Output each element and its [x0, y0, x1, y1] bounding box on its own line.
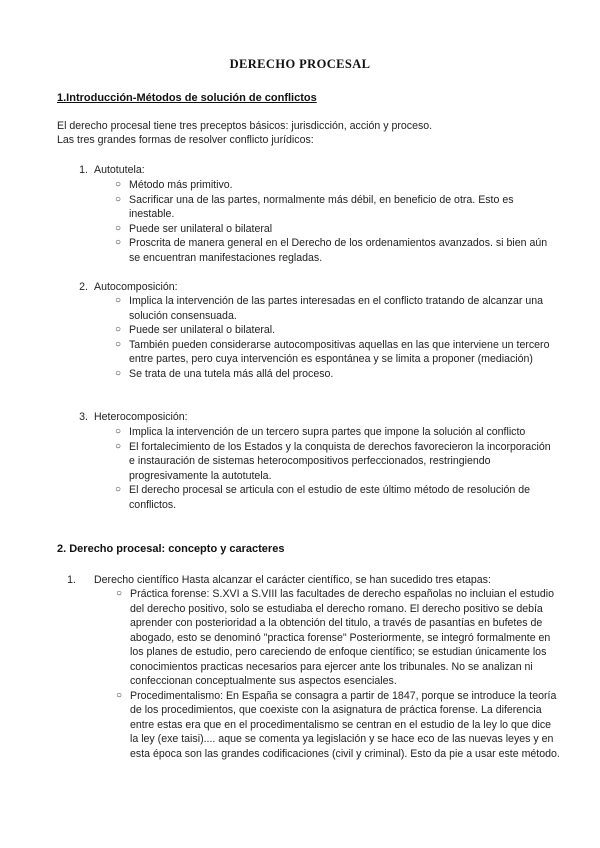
list-item: ○ Procedimentalismo: En España se consagra a partir de 1847, porque se introduce la teoría de los procedimientos, que coexiste con la asignatura de práctica forense. La diferencia entre estas era que en el procedimentalismo se centran en el estudio de la ley lo que dice la ley (exe taisi).... aque se comenta ya legislación y se hace eco de las nuevas leyes y en esta época son las grandes codificaciones (civil y criminal). Esto da pie a usar este método. [116, 689, 560, 760]
circle-bullet-icon: ○ [115, 484, 122, 495]
list-label: Autocomposición: [94, 281, 178, 293]
circle-bullet-icon: ○ [116, 588, 123, 599]
list-item: ○ Práctica forense: S.XVI a S.VIII las facultades de derecho españolas no incluian el estudio del derecho positivo, solo se estudiaba el derecho romano. El derecho positivo se debía aprender con posterioridad a la obtención del titulo, a través de pasantías en bufetes de abogado, esto se denominó "practica forense" Posteriormente, se integró formalmente en los planes de estudio, pero careciendo de enfoque científico; se estudian únicamente los conocimientos practicas necesarios para ejercer ante los tribunales. No se analizan ni confeccionan conceptualmente sus aspectos esenciales. [116, 588, 555, 687]
list-item: ○ Puede ser unilateral o bilateral. [115, 324, 276, 336]
list-item: ○ También pueden considerarse autocompositivas aquellas en las que interviene un tercero entre partes, pero cuya intervención es espontánea y se limita a proponer (mediación) [115, 338, 550, 365]
section2-heading: 2. Derecho procesal: concepto y caracteres [57, 543, 285, 555]
list-item: ○ Sacrificar una de las partes, normalmente más débil, en beneficio de otra. Esto es inestable. [115, 193, 514, 220]
list-label: Heterocomposición: [94, 411, 188, 423]
list-number: 1. [67, 574, 76, 586]
list-number: 3. [79, 411, 88, 423]
intro-line-1: El derecho procesal tiene tres preceptos básicos: jurisdicción, acción y proceso. [57, 120, 433, 132]
circle-bullet-icon: ○ [115, 222, 122, 234]
list-label: Derecho científico Hasta alcanzar el carácter científico, se han sucedido tres etapas: [94, 574, 491, 586]
circle-bullet-icon: ○ [115, 440, 122, 452]
heterocomposicion-bullets [115, 425, 555, 512]
list-item: ○ Proscrita de manera general en el Derecho de los ordenamientos avanzados. si bien aún se encuentran manifestaciones regladas. [115, 237, 548, 264]
list-number: 1. [79, 164, 88, 176]
list-item: ○ El derecho procesal se articula con el estudio de este último método de resolución de conflictos. [115, 484, 531, 511]
circle-bullet-icon: ○ [115, 193, 122, 205]
section1-heading: 1.Introducción-Métodos de solución de conflictos [57, 92, 317, 104]
circle-bullet-icon: ○ [115, 367, 122, 379]
list-item: ○ Implica la intervención de un tercero supra partes que impone la solución al conflicto [115, 426, 526, 438]
circle-bullet-icon: ○ [115, 324, 122, 335]
autotutela-bullets [115, 178, 555, 265]
list-item: ○ Método más primitivo. [115, 179, 233, 191]
circle-bullet-icon: ○ [115, 179, 122, 190]
circle-bullet-icon: ○ [115, 338, 122, 350]
circle-bullet-icon: ○ [116, 689, 123, 701]
derecho-cientifico-bullets [116, 587, 561, 761]
autocomposicion-bullets [115, 294, 555, 381]
list-item: ○ Se trata de una tutela más allá del proceso. [115, 367, 334, 380]
list-item: ○ Implica la intervención de las partes interesadas en el conflicto tratando de alcanzar una solución consensuada. [115, 295, 543, 322]
list-item: ○ El fortalecimiento de los Estados y la conquista de derechos favorecieron la incorporación e instauración de sistemas heterocompositivos perfeccionados, restringiendo progresivamente la autotutela. [115, 440, 551, 482]
list-item: ○ Puede ser unilateral o bilateral [115, 222, 273, 235]
document-title: DERECHO PROCESAL [229, 57, 371, 71]
list-label: Autotutela: [94, 164, 145, 176]
circle-bullet-icon: ○ [115, 295, 122, 306]
circle-bullet-icon: ○ [115, 237, 122, 248]
circle-bullet-icon: ○ [115, 426, 122, 437]
intro-line-2: Las tres grandes formas de resolver conflicto jurídicos: [57, 134, 314, 146]
list-number: 2. [79, 281, 88, 293]
